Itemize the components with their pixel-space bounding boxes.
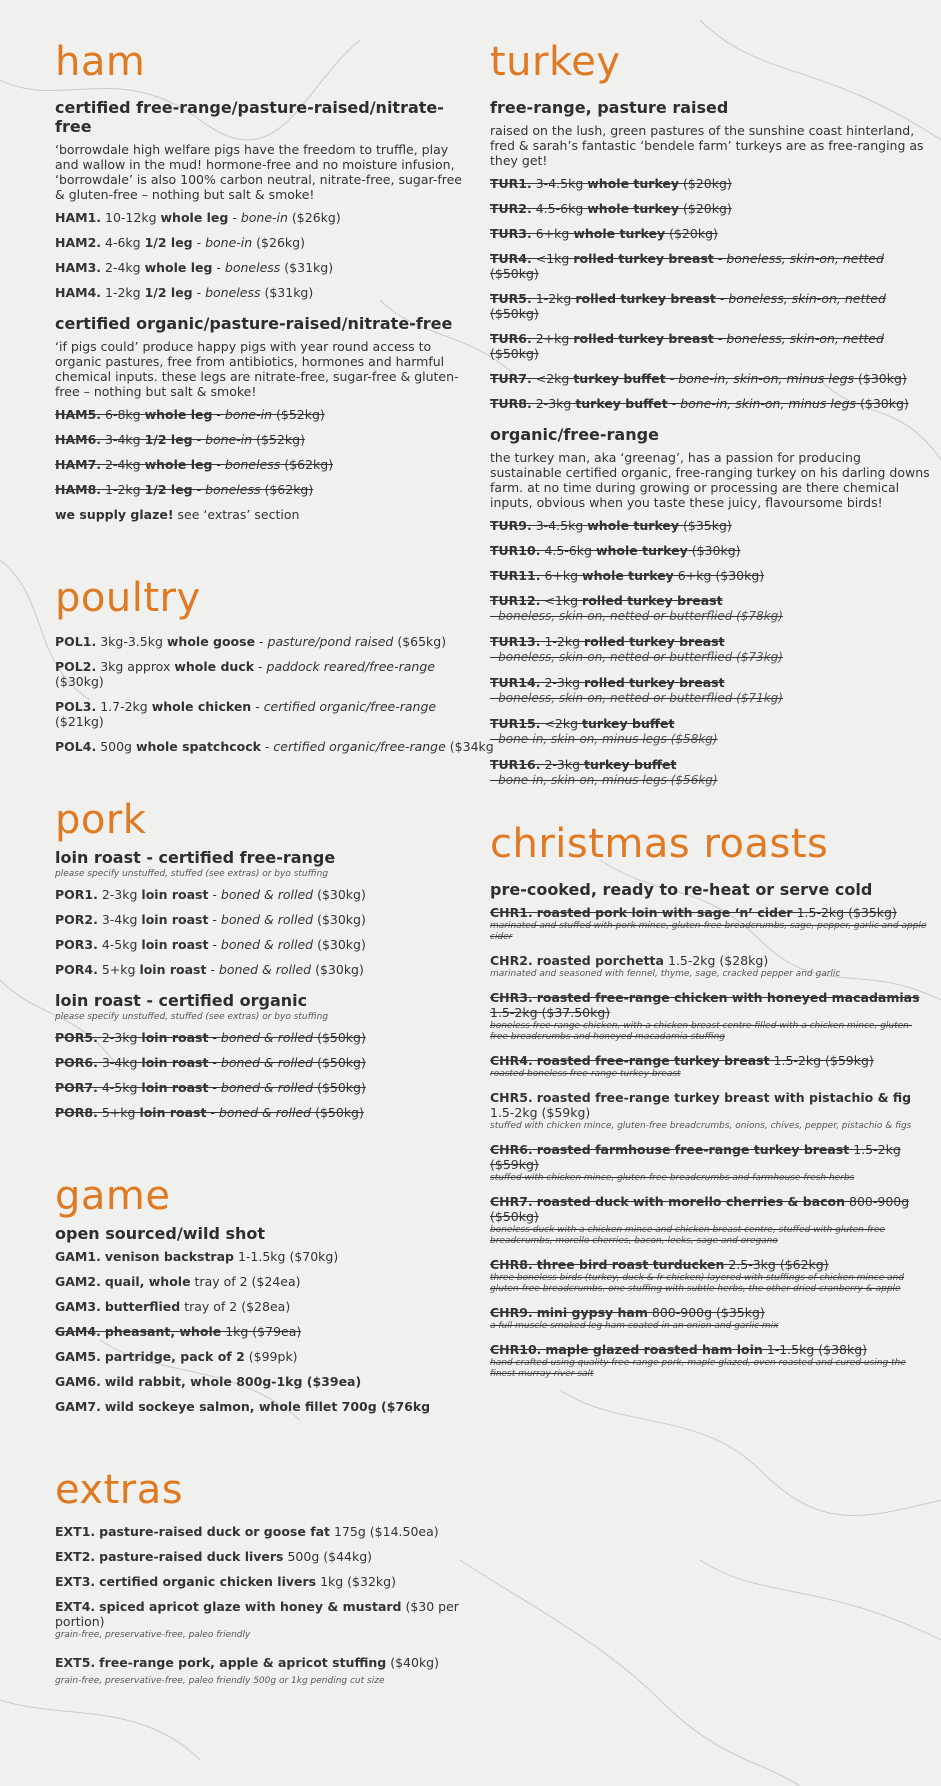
menu-item-ext3: EXT3. certified organic chicken livers 1kg ($32kg) — [55, 1574, 396, 1589]
menu-item-chr9: CHR9. mini gypsy ham 800-900g ($35kg) a full muscle smoked leg ham coated in an onion and garlic mix — [490, 1305, 779, 1331]
menu-item-chr8: CHR8. three bird roast turducken 2.5-3kg ($62kg) three boneless birds (turkey, duck & fr chicken) layered with stuffings of chicken mince and gluten-free breadcrumbs. one stuffing with subtle herbs, the other dried cranberry & apple — [490, 1257, 905, 1294]
extras-title: extras — [55, 1467, 184, 1513]
menu-item-gam4: GAM4. pheasant, whole 1kg ($79ea) — [55, 1324, 302, 1339]
game-list — [55, 1249, 475, 1414]
ham-s1-heading: certified free-range/pasture-raised/nitrate-free — [55, 98, 444, 136]
christmas-title: christmas roasts — [490, 821, 829, 867]
menu-item-chr10: CHR10. maple glazed roasted ham loin 1-1.5kg ($38kg) hand crafted using quality free-range pork, maple glazed, oven roasted and cured using the finest murray river salt — [490, 1342, 906, 1379]
ham-s1-list — [55, 210, 475, 300]
turkey-s1-desc: raised on the lush, green pastures of the sunshine coast hinterland, fred & sarah’s fantastic ‘bendele farm’ turkeys are as free-ranging as they get! — [490, 123, 924, 168]
pork-s2-list — [55, 1030, 475, 1120]
menu-item-tur4: TUR4. <1kg rolled turkey breast - boneless, skin-on, netted ($50kg) — [490, 251, 884, 281]
menu-item-gam6: GAM6. wild rabbit, whole 800g-1kg ($39ea) — [55, 1374, 362, 1389]
ham-title: ham — [55, 39, 146, 85]
menu-item-ham1: HAM1. 10-12kg whole leg - bone-in ($26kg) — [55, 210, 341, 225]
ham-s2-heading: certified organic/pasture-raised/nitrate-free — [55, 314, 453, 333]
pork-s1-heading: loin roast - certified free-range — [55, 848, 336, 867]
menu-item-gam7: GAM7. wild sockeye salmon, whole fillet 700g ($76kg — [55, 1399, 431, 1414]
menu-item-tur9: TUR9. 3-4.5kg whole turkey ($35kg) — [490, 518, 732, 533]
game-heading: open sourced/wild shot — [55, 1224, 266, 1243]
pork-s2-heading: loin roast - certified organic — [55, 991, 308, 1010]
menu-item-tur16: TUR16. 2-3kg turkey buffet - bone-in, skin-on, minus legs ($56kg) — [490, 757, 718, 787]
menu-item-tur12: TUR12. <1kg rolled turkey breast - boneless, skin-on, netted or butterflied ($78kg) — [490, 593, 783, 623]
ham-s2-desc: ‘if pigs could’ produce happy pigs with year round access to organic pastures, free from antibiotics, hormones and harmful chemical inputs. these legs are nitrate-free, sugar-free & gluten-free – nothing but salt & smoke! — [55, 339, 459, 399]
glaze-note: we supply glaze! see ‘extras’ section — [55, 507, 300, 522]
menu-item-gam5: GAM5. partridge, pack of 2 ($99pk) — [55, 1349, 298, 1364]
menu-item-chr1: CHR1. roasted pork loin with sage ‘n’ cider 1.5-2kg ($35kg) marinated and stuffed with pork mince, gluten-free breadcrumbs, sage, pepper, garlic and apple cider — [490, 905, 927, 942]
christmas-list — [490, 905, 930, 1380]
menu-item-por8: POR8. 5+kg loin roast - boned & rolled ($50kg) — [55, 1105, 364, 1120]
menu-item-por2: POR2. 3-4kg loin roast - boned & rolled ($30kg) — [55, 912, 366, 927]
turkey-s2-desc: the turkey man, aka ‘greenag’, has a passion for producing sustainable certified organic, free-ranging turkey on his darling downs farm. at no time during growing or processing are there chemical inputs, obvious when you taste these juicy, flavoursome birds! — [490, 450, 930, 510]
menu-item-pol2: POL2. 3kg approx whole duck - paddock reared/free-range ($30kg) — [55, 659, 435, 689]
menu-item-tur7: TUR7. <2kg turkey buffet - bone-in, skin-on, minus legs ($30kg) — [490, 371, 907, 386]
menu-item-ham6: HAM6. 3-4kg 1/2 leg - bone-in ($52kg) — [55, 432, 305, 447]
menu-item-ext4: EXT4. spiced apricot glaze with honey & mustard ($30 per portion) grain-free, preservative-free, paleo friendly — [55, 1599, 459, 1640]
menu-item-por1: POR1. 2-3kg loin roast - boned & rolled ($30kg) — [55, 887, 366, 902]
menu-item-por4: POR4. 5+kg loin roast - boned & rolled ($30kg) — [55, 962, 364, 977]
ham-s1-desc: ‘borrowdale high welfare pigs have the freedom to truffle, play and wallow in the mud! hormone-free and no moisture infusion, ‘borrowdale’ is also 100% carbon neutral, nitrate-free, sugar-free & gluten-free – nothing but salt & smoke! — [55, 142, 462, 202]
menu-item-tur15: TUR15. <2kg turkey buffet - bone-in, skin-on, minus legs ($58kg) — [490, 716, 718, 746]
menu-item-chr4: CHR4. roasted free-range turkey breast 1.5-2kg ($59kg) roasted boneless free-range turkey breast — [490, 1053, 874, 1079]
menu-item-pol3: POL3. 1.7-2kg whole chicken - certified organic/free-range ($21kg) — [55, 699, 437, 729]
menu-item-tur10: TUR10. 4.5-6kg whole turkey ($30kg) — [490, 543, 741, 558]
menu-item-ham8: HAM8. 1-2kg 1/2 leg - boneless ($62kg) — [55, 482, 314, 497]
menu-item-por3: POR3. 4-5kg loin roast - boned & rolled ($30kg) — [55, 937, 366, 952]
menu-item-pol1: POL1. 3kg-3.5kg whole goose - pasture/pond raised ($65kg) — [55, 634, 447, 649]
menu-item-ham3: HAM3. 2-4kg whole leg - boneless ($31kg) — [55, 260, 334, 275]
menu-item-tur1: TUR1. 3-4.5kg whole turkey ($20kg) — [490, 176, 732, 191]
menu-item-tur8: TUR8. 2-3kg turkey buffet - bone-in, skin-on, minus legs ($30kg) — [490, 396, 909, 411]
turkey-s1-heading: free-range, pasture raised — [490, 98, 729, 117]
poultry-title: poultry — [55, 575, 201, 621]
menu-item-tur5: TUR5. 1-2kg rolled turkey breast - boneless, skin-on, netted ($50kg) — [490, 291, 886, 321]
pork-title: pork — [55, 797, 147, 843]
right-column — [490, 40, 930, 1390]
poultry-list — [55, 634, 494, 754]
menu-item-chr6: CHR6. roasted farmhouse free-range turkey breast 1.5-2kg ($59kg) stuffed with chicken mince, gluten-free breadcrumbs and farmhouse fresh herbs — [490, 1142, 901, 1183]
menu-item-chr5: CHR5. roasted free-range turkey breast with pistachio & fig 1.5-2kg ($59kg) stuffed with chicken mince, gluten-free breadcrumbs, onions, chives, pepper, pistachio & figs — [490, 1090, 912, 1131]
christmas-heading: pre-cooked, ready to re-heat or serve cold — [490, 880, 873, 899]
pork-s2-note: please specify unstuffed, stuffed (see extras) or byo stuffing — [55, 1012, 329, 1022]
menu-item-chr3: CHR3. roasted free-range chicken with honeyed macadamias 1.5-2kg ($37.50kg) boneless free-range chicken, with a chicken breast centre filled with a chicken mince, gluten-free breadcrumbs and honeyed macadamia stuffing — [490, 990, 920, 1042]
menu-item-gam2: GAM2. quail, whole tray of 2 ($24ea) — [55, 1274, 301, 1289]
menu-item-ham7: HAM7. 2-4kg whole leg - boneless ($62kg) — [55, 457, 334, 472]
menu-item-gam1: GAM1. venison backstrap 1-1.5kg ($70kg) — [55, 1249, 339, 1264]
ham-s2-list — [55, 407, 475, 522]
menu-item-tur11: TUR11. 6+kg whole turkey 6+kg ($30kg) — [490, 568, 765, 583]
menu-item-tur13: TUR13. 1-2kg rolled turkey breast - boneless, skin-on, netted or butterflied ($73kg) — [490, 634, 783, 664]
turkey-s2-list — [490, 518, 930, 788]
menu-item-ext1: EXT1. pasture-raised duck or goose fat 175g ($14.50ea) — [55, 1524, 439, 1539]
turkey-s1-list — [490, 176, 930, 411]
menu-item-ext5: EXT5. free-range pork, apple & apricot stuffing ($40kg) grain-free, preservative-free, paleo friendly 500g or 1kg pending cut size — [55, 1655, 439, 1686]
turkey-s2-heading: organic/free-range — [490, 425, 659, 444]
menu-item-gam3: GAM3. butterflied tray of 2 ($28ea) — [55, 1299, 291, 1314]
menu-item-por7: POR7. 4-5kg loin roast - boned & rolled ($50kg) — [55, 1080, 366, 1095]
turkey-title: turkey — [490, 39, 621, 85]
menu-item-chr2: CHR2. roasted porchetta 1.5-2kg ($28kg) marinated and seasoned with fennel, thyme, sage, cracked pepper and garlic — [490, 953, 841, 979]
pork-s1-list — [55, 887, 475, 977]
menu-item-ham5: HAM5. 6-8kg whole leg - bone-in ($52kg) — [55, 407, 325, 422]
extras-list — [55, 1524, 475, 1687]
left-column — [55, 39, 494, 1697]
menu-item-tur2: TUR2. 4.5-6kg whole turkey ($20kg) — [490, 201, 732, 216]
game-title: game — [55, 1173, 171, 1219]
menu-item-ext2: EXT2. pasture-raised duck livers 500g ($44kg) — [55, 1549, 373, 1564]
pork-s1-note: please specify unstuffed, stuffed (see extras) or byo stuffing — [55, 869, 329, 879]
menu-item-tur6: TUR6. 2+kg rolled turkey breast - boneless, skin-on, netted ($50kg) — [490, 331, 884, 361]
menu-item-por5: POR5. 2-3kg loin roast - boned & rolled ($50kg) — [55, 1030, 366, 1045]
menu-item-tur3: TUR3. 6+kg whole turkey ($20kg) — [490, 226, 718, 241]
menu-item-ham2: HAM2. 4-6kg 1/2 leg - bone-in ($26kg) — [55, 235, 305, 250]
menu-item-tur14: TUR14. 2-3kg rolled turkey breast - boneless, skin-on, netted or butterflied ($71kg) — [490, 675, 783, 705]
menu-item-ham4: HAM4. 1-2kg 1/2 leg - boneless ($31kg) — [55, 285, 314, 300]
menu-item-pol4: POL4. 500g whole spatchcock - certified organic/free-range ($34kg — [55, 739, 494, 754]
menu-item-por6: POR6. 3-4kg loin roast - boned & rolled ($50kg) — [55, 1055, 366, 1070]
menu-item-chr7: CHR7. roasted duck with morello cherries & bacon 800-900g ($50kg) boneless duck with a chicken mince and chicken breast centre, stuffed with gluten-free breadcrumbs, morello cherries, bacon, leeks, sage and oregano — [490, 1194, 910, 1246]
